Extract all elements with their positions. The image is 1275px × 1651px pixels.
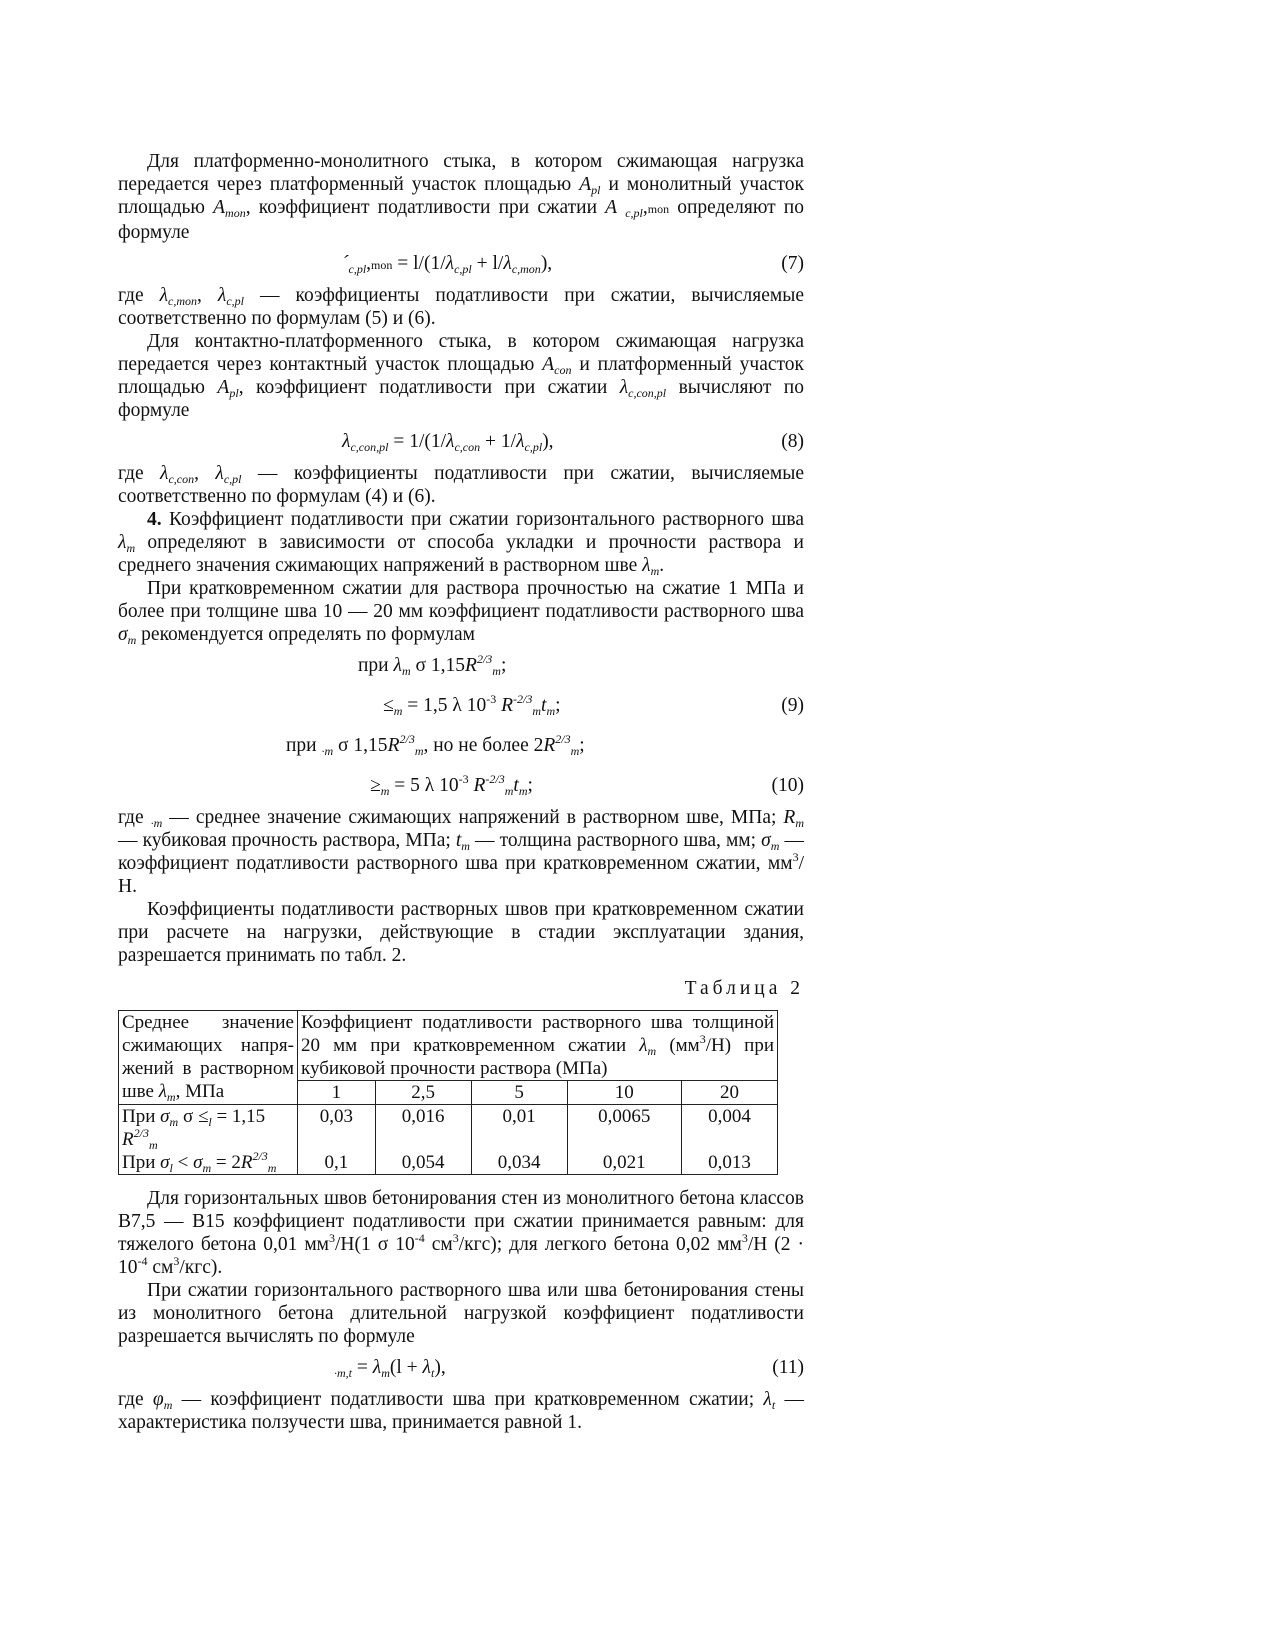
table-header-stress: Среднее значение сжимающих напря-жений в растворном шве $\lambda_m$, МПа [119, 1011, 298, 1105]
row-label: При $\sigma_l < \sigma_m = 2R^{2/3}_m$ [119, 1151, 298, 1175]
formula-11: $_{\cdot m,t} = \lambda_m(l + \lambda_t)$, (11) [118, 1348, 804, 1388]
formula-8: $\lambda_{c,con,pl} = 1/(1/\lambda_{c,con} + 1/\lambda_{c,pl})$, (8) [118, 422, 804, 462]
formula-10-number: (10) [771, 775, 804, 796]
paragraph-concrete-joints: Для горизонтальных швов бетонирования стен из монолитного бетона классов В7,5 — В15 коэффициент податливости при сжатии принимается равным: для тяжелого бетона 0,01 $мм^3/Н(1$ σ $10^{-4}$ $см^3/кгс$); для легкого бетона 0,02 $мм^3/Н$ ($2 \cdot 10^{-4}$ $см^3/кгс$). [118, 1188, 805, 1278]
formula-8-number: (8) [781, 431, 804, 452]
table-cell: 0,1 [298, 1151, 376, 1175]
formula-9: $\le_m = 1,5$ λ $10^{-3}$ $R^{-2/3}_mt_m$; (9) [118, 686, 804, 726]
table-row [119, 1105, 778, 1152]
document-page [118, 150, 804, 1434]
table-cell: 0,054 [375, 1151, 471, 1175]
paragraph-short-term: При кратковременном сжатии для раствора прочностью на сжатие 1 МПа и более при толщине шва 10 — 20 мм коэффициент податливости растворного шва $\sigma_m$ рекомендуется определять по формулам [118, 578, 804, 647]
formula-11-number: (11) [772, 1357, 804, 1378]
formula-10: $\ge_m = 5$ λ $10^{-3}$ $R^{-2/3}_mt_m$; (10) [118, 766, 804, 806]
table-cell: 0,021 [567, 1151, 681, 1175]
paragraph-where-10: где $_{\cdot m}$ — среднее значение сжимающих напряжений в растворном шве, МПа; $R_m$ — кубиковая прочность раствора, МПа; $t_m$ — толщина растворного шва, мм; $\sigma_m$ — коэффициент податливости растворного шва при кратковременном сжатии, $мм^3/Н$. [118, 807, 805, 897]
formula-7: $´_{c,pl},mon = l/(1/\lambda_{c,pl} + l/\lambda_{c,mon})$, (7) [118, 244, 804, 284]
paragraph-contact-platform: Для контактно-платформенного стыка, в котором сжимающая нагрузка передается через контактный участок площадью $A_{con}$ и платформенный участок площадью $A_{pl}$, коэффициент податливости при сжатии $\lambda_{c,con,pl}$ вычисляют по формуле [118, 331, 804, 421]
paragraph-item-4: 4. Коэффициент податливости при сжатии горизонтального растворного шва $\lambda_m$ определяют в зависимости от способа укладки и прочности раствора и среднего значения сжимающих напряжений в растворном шве $\lambda_m$. [118, 509, 804, 578]
row-label: При $\sigma_m$ $\sigma \le_l = 1,15$ $R^{2/3}_m$ [119, 1105, 298, 1152]
compliance-table [118, 1010, 778, 1175]
paragraph-where-7: где $\lambda_{c,mon}$, $\lambda_{c,pl}$ — коэффициенты податливости при сжатии, вычисляемые соответственно по формулам (5) и (6). [118, 285, 804, 329]
table-cell: 0,016 [375, 1105, 471, 1152]
table-cell: 0,034 [471, 1151, 567, 1175]
table-header-compliance: Коэффициент податливости растворного шва толщиной 20 мм при кратковременном сжатии $\lambda_m$ $(мм^3/Н)$ при кубиковой прочности раствора (МПа) [298, 1011, 778, 1081]
formula-10-condition: при $_{\cdot m}$ σ $1,15R^{2/3}_m$, но не более $2R^{2/3}_m$; [286, 732, 585, 758]
table-caption: Таблица 2 [684, 978, 804, 999]
table-row [119, 1151, 778, 1175]
paragraph-where-8: где $\lambda_{c,con}$, $\lambda_{c,pl}$ — коэффициенты податливости при сжатии, вычисляемые соответственно по формулам (4) и (6). [118, 463, 804, 507]
strength-header: 20 [681, 1081, 777, 1105]
strength-header: 5 [471, 1081, 567, 1105]
strength-header: 10 [567, 1081, 681, 1105]
table-cell: 0,013 [681, 1151, 777, 1175]
table-cell: 0,01 [471, 1105, 567, 1152]
paragraph-platform-monolithic: Для платформенно-монолитного стыка, в котором сжимающая нагрузка передается через платформенный участок площадью $A_{pl}$ и монолитный участок площадью $A_{mon}$, коэффициент податливости при сжатии A $_{c,pl}$,mon определяют по формуле [118, 151, 804, 243]
table-cell: 0,004 [681, 1105, 777, 1152]
strength-header: 1 [298, 1081, 376, 1105]
formula-9-number: (9) [781, 695, 804, 716]
formula-9-condition: при $\lambda_m$ σ $1,15R^{2/3}_m$; [358, 652, 507, 678]
item-number: 4. [147, 509, 162, 530]
table-cell: 0,0065 [567, 1105, 681, 1152]
strength-header: 2,5 [375, 1081, 471, 1105]
paragraph-table-ref: Коэффициенты податливости растворных швов при кратковременном сжатии при расчете на нагрузки, действующие в стадии эксплуатации здания, разрешается принимать по табл. 2. [118, 899, 804, 966]
paragraph-long-term: При сжатии горизонтального растворного шва или шва бетонирования стены из монолитного бетона длительной нагрузкой коэффициент податливости разрешается вычислять по формуле [118, 1280, 804, 1347]
paragraph-where-11: где $\varphi_m$ — коэффициент податливости шва при кратковременном сжатии; $\lambda_t$ — характеристика ползучести шва, принимается равной 1. [118, 1389, 805, 1433]
table-cell: 0,03 [298, 1105, 376, 1152]
formula-7-number: (7) [781, 253, 804, 274]
